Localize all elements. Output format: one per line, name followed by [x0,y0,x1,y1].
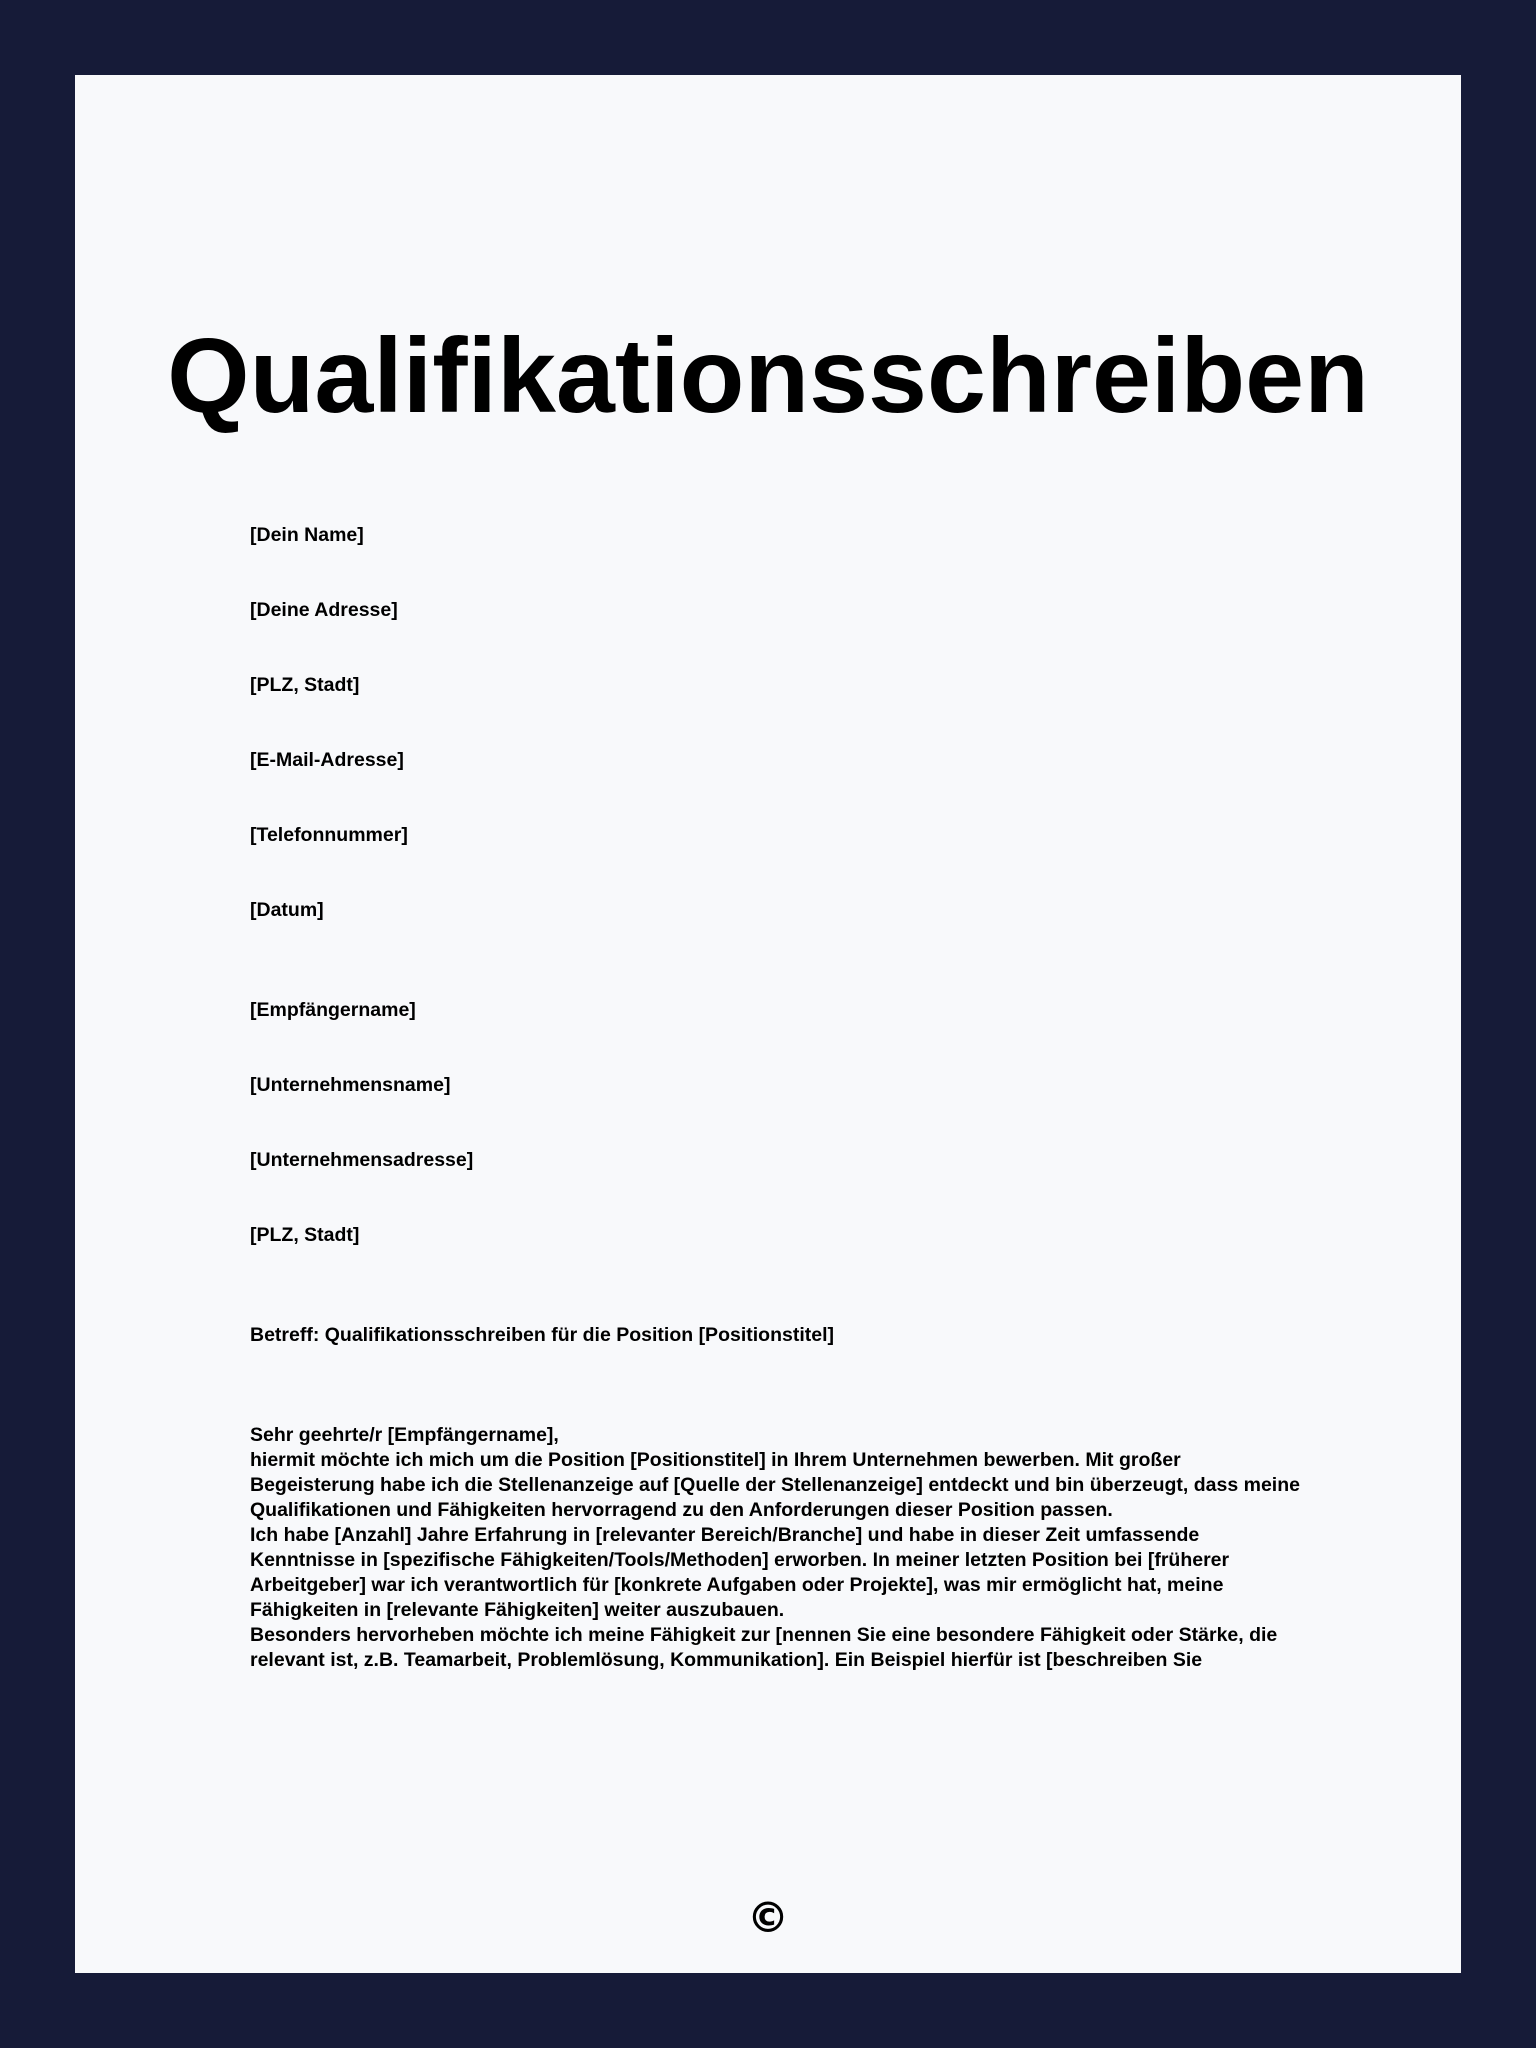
recipient-name: [Empfängername] [250,999,416,1021]
recipient-company: [Unternehmensname] [250,1074,451,1096]
paragraph-experience: Ich habe [Anzahl] Jahre Erfahrung in [relevanter Bereich/Branche] und habe in dieser Zeit umfassende Kenntnisse in [spezifische Fähigkeiten/Tools/Methoden] erworben. In meiner letzten Position bei [früherer Arbeitgeber] war ich verantwortlich für [konkrete Aufgaben oder Projekte], was mir ermöglicht hat, meine Fähigkeiten in [relevante Fähigkeiten] weiter auszubauen. [250,1524,1230,1621]
sender-phone: [Telefonnummer] [250,824,408,846]
sender-name: [Dein Name] [250,524,364,546]
recipient-company-address: [Unternehmensadresse] [250,1149,474,1171]
document-page [75,75,1461,1973]
sender-block [250,523,1360,923]
sender-zip-city: [PLZ, Stadt] [250,674,360,696]
salutation: Sehr geehrte/r [Empfängername], [250,1424,559,1446]
subject-line: Betreff: Qualifikationsschreiben für die Position [Positionstitel] [250,1324,834,1346]
sender-email: [E-Mail-Adresse] [250,749,404,771]
copyright-icon: © [747,1893,789,1942]
recipient-block [250,998,1360,1248]
paragraph-strengths: Besonders hervorheben möchte ich meine Fähigkeit zur [nennen Sie eine besondere Fähigkeit oder Stärke, die relevant ist, z.B. Teamarbeit, Problemlösung, Kommunikation]. Ein Beispiel hierfür ist [beschreiben Sie [250,1624,1278,1671]
paragraph-intro: hiermit möchte ich mich um die Position [Positionstitel] in Ihrem Unternehmen bewerben. Mit großer Begeisterung habe ich die Stellenanzeige auf [Quelle der Stellenanzeige] entdeckt und bin überzeugt, dass meine Qualifikationen und Fähigkeiten hervorragend zu den Anforderungen dieser Position passen. [250,1449,1300,1521]
document-title: Qualifikationsschreiben [167,317,1369,435]
recipient-zip-city: [PLZ, Stadt] [250,1224,360,1246]
letter-date: [Datum] [250,899,324,921]
letter-body [250,523,1360,1698]
sender-address: [Deine Adresse] [250,599,398,621]
